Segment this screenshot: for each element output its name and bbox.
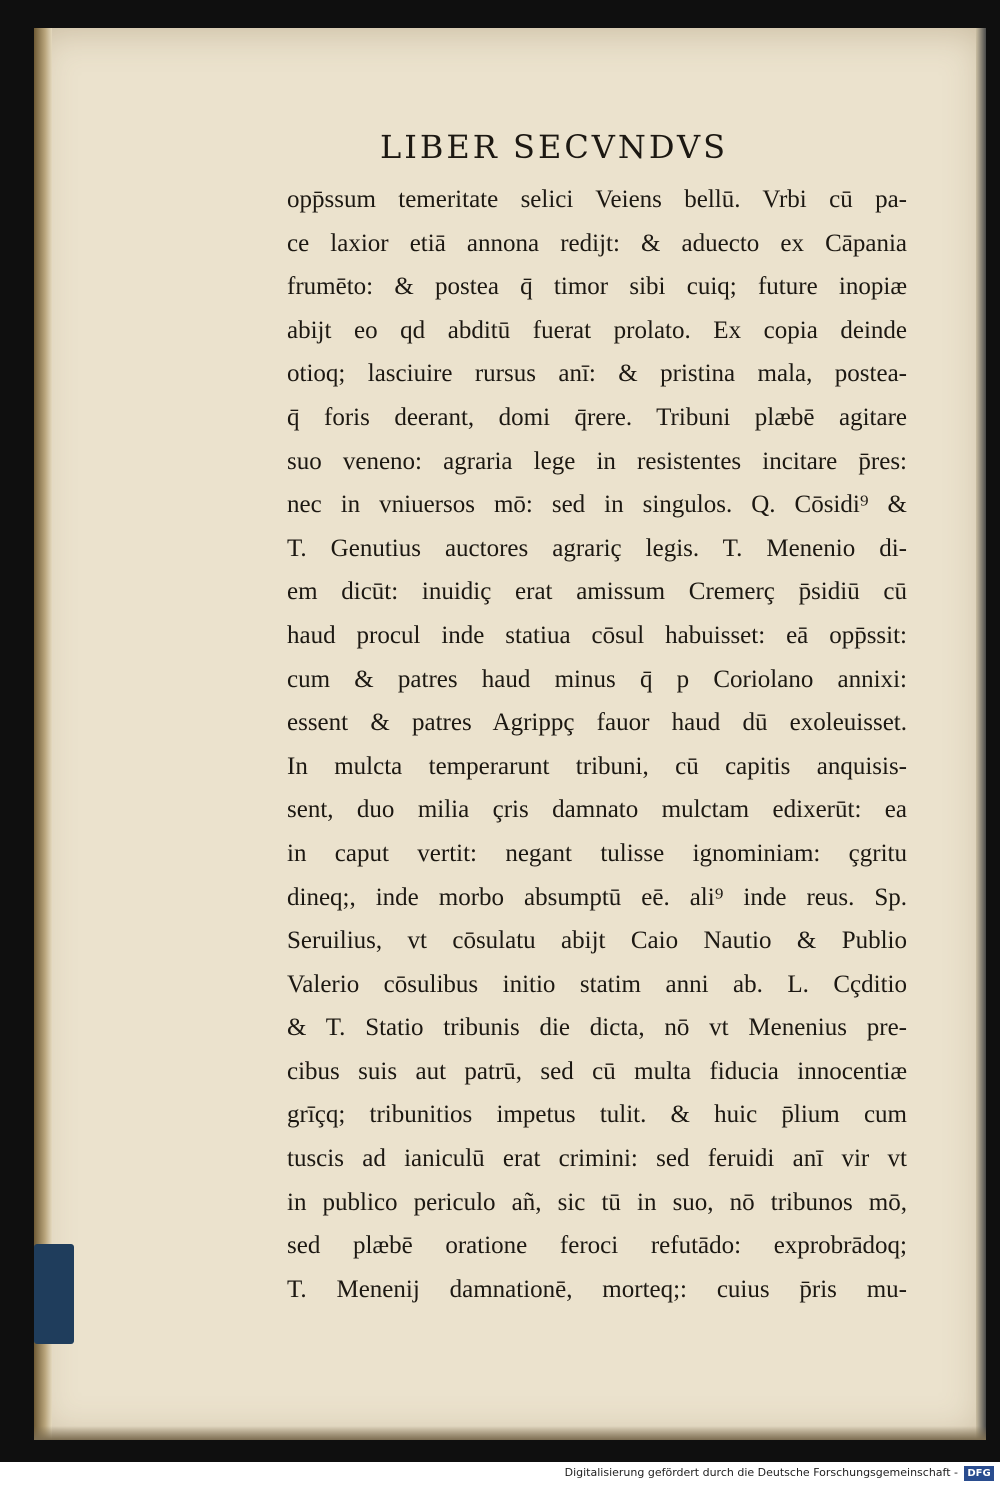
page-bottom-edge (34, 1426, 986, 1440)
text-line: essent & patres Agrippç fauor haud dū exoleuisset. (287, 709, 907, 737)
text-line: in caput vertit: negant tulisse ignominiam: çgritu (287, 839, 907, 867)
text-line: ce laxior etiā annona redijt: & aduecto ex Cāpania (287, 229, 907, 257)
text-line: q̄ foris deerant, domi q̄rere. Tribuni plæbē agitare (287, 403, 907, 431)
text-line: cibus suis aut patrū, sed cū multa fiducia innocentiæ (287, 1057, 907, 1085)
page-spine-shadow (34, 28, 52, 1440)
text-line: sed plæbē oratione feroci refutādo: exprobrādoq; (287, 1232, 907, 1260)
text-line: frumēto: & postea q̄ timor sibi cuiq; future inopiæ (287, 273, 907, 301)
funding-credit: Digitalisierung gefördert durch die Deutsche Forschungsgemeinschaft - (564, 1466, 958, 1479)
text-line: em dicūt: inuidiç erat amissum Cremerç p̄sidiū cū (287, 578, 907, 606)
text-line: In mulcta temperarunt tribuni, cū capitis anquisis- (287, 752, 907, 780)
text-line: nec in vniuersos mō: sed in singulos. Q. Cōsidi⁹ & (287, 491, 907, 519)
blue-tab-marker (34, 1244, 74, 1344)
text-line: tuscis ad ianiculū erat crimini: sed feruidi anī vir vt (287, 1145, 907, 1173)
text-line: otioq; lasciuire rursus anī: & pristina mala, postea- (287, 360, 907, 388)
text-line: in publico periculo añ, sic tū in suo, nō tribunos mō, (287, 1188, 907, 1216)
text-line: abijt eo qd abditū fuerat prolato. Ex copia deinde (287, 316, 907, 344)
text-line: Valerio cōsulibus initio statim anni ab. L. Cçditio (287, 970, 907, 998)
text-line: T. Menenij damnationē, morteq;: cuius p̄ris mu- (287, 1275, 907, 1303)
body-text (287, 178, 907, 1311)
text-line: opp̄ssum temeritate selici Veiens bellū. Vrbi cū pa- (287, 186, 907, 213)
running-head: LIBER SECVNDVS (380, 128, 729, 166)
text-line: & T. Statio tribunis die dicta, nō vt Menenius pre- (287, 1014, 907, 1042)
text-line: grīçq; tribunitios impetus tulit. & huic p̄lium cum (287, 1101, 907, 1129)
text-line: cum & patres haud minus q̄ p Coriolano annixi: (287, 665, 907, 693)
page-right-edge (976, 28, 986, 1440)
text-line: haud procul inde statiua cōsul habuisset: eā opp̄ssit: (287, 621, 907, 649)
dfg-logo: DFG (964, 1466, 994, 1481)
text-line: sent, duo milia çris damnato mulctam edixerūt: ea (287, 796, 907, 824)
text-line: Seruilius, vt cōsulatu abijt Caio Nautio & Publio (287, 927, 907, 955)
text-line: suo veneno: agraria lege in resistentes incitare p̄res: (287, 447, 907, 475)
digitization-footer (0, 1462, 1000, 1486)
text-line: T. Genutius auctores agrariç legis. T. Menenio di- (287, 534, 907, 562)
text-line: dineq;, inde morbo absumptū eē. ali⁹ inde reus. Sp. (287, 883, 907, 911)
